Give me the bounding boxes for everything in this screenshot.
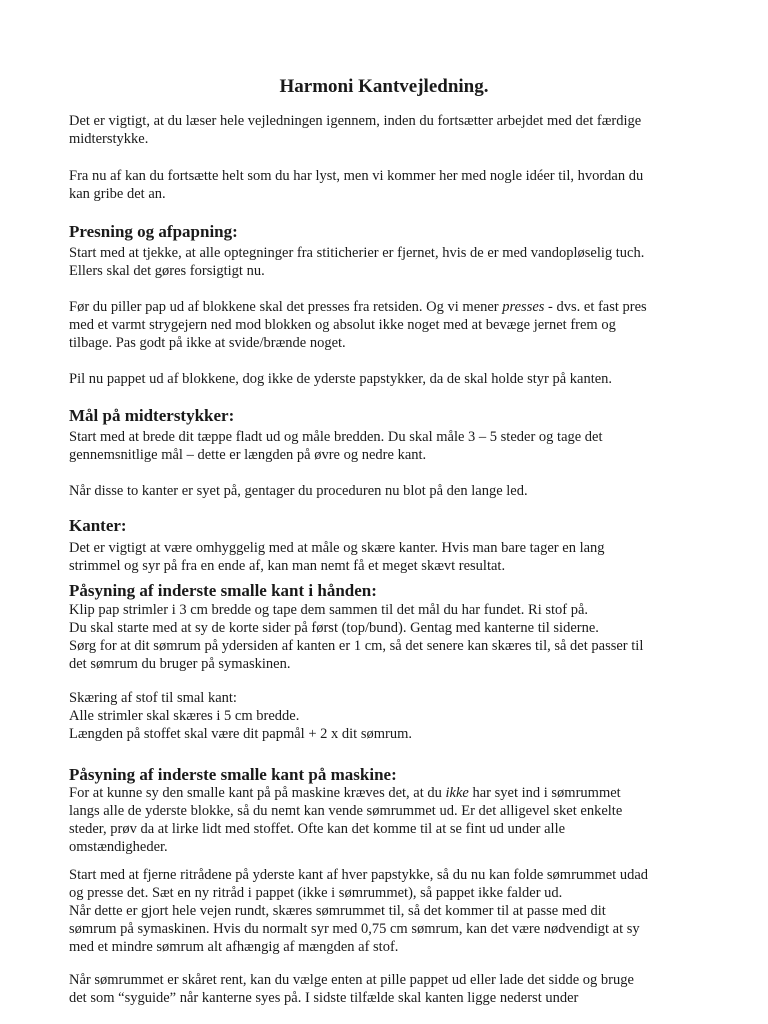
- text-line: Start med at brede dit tæppe fladt ud og måle bredden. Du skal måle 3 – 5 steder og tage det: [69, 429, 603, 445]
- haanden-paragraph-1: [69, 601, 719, 673]
- text-run: har syet ind i sømrummet: [468, 785, 621, 801]
- maskine-paragraph-1: [69, 784, 719, 856]
- haanden-paragraph-2: [69, 689, 719, 743]
- text-line: Når sømrummet er skåret rent, kan du vælge enten at pille pappet ud eller lade det sidde og bruge: [69, 972, 634, 988]
- text-line: det sømrum du bruger på symaskinen.: [69, 656, 291, 672]
- section-heading-maal: Mål på midterstykker:: [69, 406, 235, 425]
- text-line: Start med at fjerne ritrådene på yderste kant af hver papstykke, så du nu kan folde sømrummet udad: [69, 867, 649, 883]
- text-line: Det er vigtigt, at du læser hele vejledningen igennem, inden du fortsætter arbejdet med det færdige: [69, 113, 642, 129]
- text-line: med et varmt strygejern ned mod blokken og absolut ikke noget med at bevæge jernet frem og: [69, 317, 616, 333]
- maskine-paragraph-2: [69, 866, 719, 956]
- text-line: [69, 784, 719, 802]
- text-line: sømrum på symaskinen. Hvis du normalt syr med 0,75 cm sømrum, kan det være nødvendigt at sy: [69, 921, 640, 937]
- text-line: Du skal starte med at sy de korte sider på først (top/bund). Gentag med kanterne til siderne.: [69, 620, 599, 636]
- emphasis-ikke: ikke: [445, 785, 469, 801]
- presning-paragraph-1: [69, 244, 719, 280]
- text-line: Alle strimler skal skæres i 5 cm bredde.: [69, 708, 300, 724]
- text-line: omstændigheder.: [69, 839, 168, 855]
- text-line: kan gribe det an.: [69, 186, 166, 202]
- text-line: gennemsnitlige mål – dette er længden på øvre og nedre kant.: [69, 447, 427, 463]
- section-heading-haanden: Påsyning af inderste smalle kant i hånden:: [69, 581, 377, 600]
- text-line: Start med at tjekke, at alle optegninger fra stiticherier er fjernet, hvis de er med vandopløselig tuch.: [69, 245, 645, 261]
- text-line: Sørg for at dit sømrum på ydersiden af kanten er 1 cm, så det senere kan skæres til, så det passer til: [69, 638, 644, 654]
- text-line: med et mindre sømrum alt afhængig af mængden af stof.: [69, 939, 399, 955]
- intro-paragraph-2: [69, 167, 719, 203]
- presning-paragraph-2: [69, 298, 719, 352]
- text-line: Fra nu af kan du fortsætte helt som du har lyst, men vi kommer her med nogle idéer til, hvordan du: [69, 168, 644, 184]
- page-title: Harmoni Kantvejledning.: [279, 76, 489, 97]
- text-line: Skæring af stof til smal kant:: [69, 690, 237, 706]
- text-line: langs alle de yderste blokke, så du nemt kan vende sømrummet ud. Er det alligevel sket enkelte: [69, 803, 623, 819]
- section-heading-presning: Presning og afpapning:: [69, 222, 238, 241]
- text-line: og presse det. Sæt en ny ritråd i pappet (ikke i sømrummet), så pappet ikke falder ud.: [69, 885, 563, 901]
- section-heading-maskine: Påsyning af inderste smalle kant på maskine:: [69, 765, 397, 784]
- text-line: tilbage. Pas godt på ikke at svide/brænde noget.: [69, 335, 346, 351]
- text-run: - dvs. et fast pres: [544, 299, 647, 315]
- maal-paragraph-2: [69, 482, 719, 500]
- text-line: det som “syguide” når kanterne syes på. I sidste tilfælde skal kanten ligge nederst under: [69, 990, 579, 1006]
- intro-paragraph: [69, 112, 719, 148]
- presning-paragraph-3: [69, 370, 719, 388]
- text-line: [69, 298, 719, 316]
- text-line: steder, prøv da at lirke lidt med stoffet. Ofte kan det komme til at se fint ud under alle: [69, 821, 566, 837]
- text-line: Klip pap strimler i 3 cm bredde og tape dem sammen til det mål du har fundet. Ri stof på.: [69, 602, 589, 618]
- text-line: Pil nu pappet ud af blokkene, dog ikke de yderste papstykker, da de skal holde styr på kanten.: [69, 371, 613, 387]
- maal-paragraph-1: [69, 428, 719, 464]
- text-line: Når dette er gjort hele vejen rundt, skæres sømrummet til, så det kommer til at passe med dit: [69, 903, 606, 919]
- text-line: strimmel og syr på fra en ende af, kan man nemt få et meget skævt resultat.: [69, 558, 506, 574]
- text-line: Længden på stoffet skal være dit papmål + 2 x dit sømrum.: [69, 726, 412, 742]
- maskine-paragraph-3: [69, 971, 719, 1007]
- text-line: Ellers skal det gøres forsigtigt nu.: [69, 263, 265, 279]
- section-heading-kanter: Kanter:: [69, 516, 127, 535]
- text-run: For at kunne sy den smalle kant på på maskine kræves det, at du: [69, 785, 446, 801]
- text-line: midterstykke.: [69, 131, 149, 147]
- text-line: Det er vigtigt at være omhyggelig med at måle og skære kanter. Hvis man bare tager en lang: [69, 540, 605, 556]
- text-run: Før du piller pap ud af blokkene skal det presses fra retsiden. Og vi mener: [69, 299, 503, 315]
- kanter-paragraph-1: [69, 539, 719, 575]
- emphasis-presses: presses: [502, 299, 545, 315]
- text-line: Når disse to kanter er syet på, gentager du proceduren nu blot på den lange led.: [69, 483, 528, 499]
